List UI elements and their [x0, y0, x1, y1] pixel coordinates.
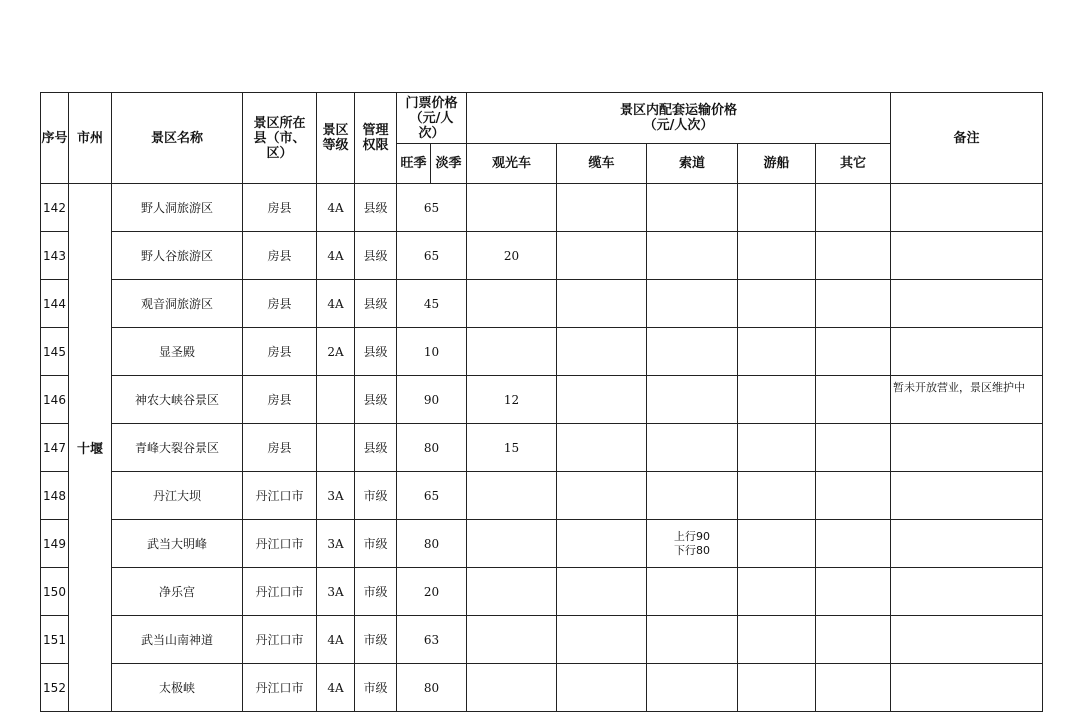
table-row — [41, 280, 1043, 328]
cell-cable-car — [557, 328, 647, 376]
cell-ropeway — [647, 232, 738, 280]
cell-name: 青峰大裂谷景区 — [112, 424, 243, 472]
cell-level: 3A — [317, 568, 355, 616]
cell-county: 房县 — [243, 328, 317, 376]
cell-name: 武当大明峰 — [112, 520, 243, 568]
cell-sightseeing — [467, 280, 557, 328]
cell-name: 太极峡 — [112, 664, 243, 712]
cell-remark: 暂未开放营业，景区维护中 — [891, 376, 1043, 424]
cell-county: 房县 — [243, 184, 317, 232]
cell-boat — [738, 184, 816, 232]
cell-remark — [891, 472, 1043, 520]
cell-remark — [891, 184, 1043, 232]
cell-sightseeing — [467, 328, 557, 376]
cell-ropeway — [647, 568, 738, 616]
cell-level — [317, 376, 355, 424]
cell-name: 净乐宫 — [112, 568, 243, 616]
cell-cable-car — [557, 232, 647, 280]
cell-seq: 149 — [41, 520, 69, 568]
cell-county: 丹江口市 — [243, 664, 317, 712]
cell-authority: 县级 — [355, 376, 397, 424]
cell-ropeway — [647, 280, 738, 328]
cell-sightseeing: 20 — [467, 232, 557, 280]
cell-authority: 市级 — [355, 616, 397, 664]
cell-county: 丹江口市 — [243, 616, 317, 664]
cell-seq: 142 — [41, 184, 69, 232]
table-row — [41, 616, 1043, 664]
header-other: 其它 — [816, 144, 891, 184]
header-county: 景区所在县（市、区） — [243, 93, 317, 184]
header-authority: 管理权限 — [355, 93, 397, 184]
table-row — [41, 184, 1043, 232]
cell-ropeway — [647, 184, 738, 232]
cell-county: 房县 — [243, 280, 317, 328]
cell-remark — [891, 328, 1043, 376]
header-ropeway: 索道 — [647, 144, 738, 184]
cell-remark — [891, 424, 1043, 472]
cell-other — [816, 472, 891, 520]
cell-name: 神农大峡谷景区 — [112, 376, 243, 424]
cell-cable-car — [557, 568, 647, 616]
cell-authority: 县级 — [355, 232, 397, 280]
cell-seq: 150 — [41, 568, 69, 616]
header-city: 市州 — [69, 93, 112, 184]
cell-level: 3A — [317, 472, 355, 520]
header-transport-line1: 景区内配套运输价格 — [620, 103, 738, 118]
cell-seq: 152 — [41, 664, 69, 712]
cell-cable-car — [557, 424, 647, 472]
cell-other — [816, 232, 891, 280]
cell-cable-car — [557, 376, 647, 424]
scenic-price-table — [40, 92, 1043, 712]
cell-ticket: 20 — [397, 568, 467, 616]
cell-sightseeing — [467, 520, 557, 568]
cell-remark — [891, 568, 1043, 616]
cell-other — [816, 184, 891, 232]
cell-ropeway — [647, 424, 738, 472]
cell-ticket: 80 — [397, 664, 467, 712]
header-peak: 旺季 — [397, 144, 431, 184]
cell-ticket: 80 — [397, 424, 467, 472]
cell-level: 4A — [317, 616, 355, 664]
header-boat: 游船 — [738, 144, 816, 184]
cell-authority: 县级 — [355, 184, 397, 232]
header-transport-line2: （元/人次） — [643, 118, 714, 133]
cell-ticket: 65 — [397, 232, 467, 280]
header-seq: 序号 — [41, 93, 69, 184]
cell-seq: 145 — [41, 328, 69, 376]
header-level: 景区等级 — [317, 93, 355, 184]
cell-cable-car — [557, 616, 647, 664]
cell-sightseeing: 15 — [467, 424, 557, 472]
cell-ticket: 65 — [397, 184, 467, 232]
cell-ticket: 63 — [397, 616, 467, 664]
cell-level: 4A — [317, 280, 355, 328]
cell-remark — [891, 232, 1043, 280]
cell-boat — [738, 424, 816, 472]
cell-authority: 市级 — [355, 664, 397, 712]
cell-boat — [738, 568, 816, 616]
cell-remark — [891, 520, 1043, 568]
cell-ropeway — [647, 328, 738, 376]
table-row — [41, 328, 1043, 376]
cell-cable-car — [557, 280, 647, 328]
cell-authority: 市级 — [355, 520, 397, 568]
cell-sightseeing — [467, 664, 557, 712]
cell-boat — [738, 328, 816, 376]
cell-county: 房县 — [243, 232, 317, 280]
cell-level: 4A — [317, 184, 355, 232]
cell-sightseeing — [467, 184, 557, 232]
table-row — [41, 472, 1043, 520]
cell-name: 武当山南神道 — [112, 616, 243, 664]
cell-seq: 146 — [41, 376, 69, 424]
cell-cable-car — [557, 664, 647, 712]
cell-sightseeing — [467, 472, 557, 520]
cell-ticket: 80 — [397, 520, 467, 568]
table-row — [41, 664, 1043, 712]
header-cable-car: 缆车 — [557, 144, 647, 184]
cell-name: 野人洞旅游区 — [112, 184, 243, 232]
cell-remark — [891, 280, 1043, 328]
cell-other — [816, 280, 891, 328]
cell-ticket: 65 — [397, 472, 467, 520]
cell-boat — [738, 664, 816, 712]
table-row — [41, 520, 1043, 568]
cell-sightseeing — [467, 568, 557, 616]
table-row — [41, 376, 1043, 424]
cell-city: 十堰 — [69, 184, 112, 712]
cell-ropeway — [647, 472, 738, 520]
cell-level: 2A — [317, 328, 355, 376]
cell-name: 丹江大坝 — [112, 472, 243, 520]
cell-authority: 市级 — [355, 472, 397, 520]
cell-seq: 143 — [41, 232, 69, 280]
cell-sightseeing: 12 — [467, 376, 557, 424]
cell-other — [816, 664, 891, 712]
cell-boat — [738, 520, 816, 568]
cell-county: 丹江口市 — [243, 568, 317, 616]
cell-other — [816, 616, 891, 664]
cell-ticket: 45 — [397, 280, 467, 328]
cell-authority: 县级 — [355, 424, 397, 472]
cell-seq: 147 — [41, 424, 69, 472]
cell-name: 显圣殿 — [112, 328, 243, 376]
cell-other — [816, 424, 891, 472]
cell-authority: 市级 — [355, 568, 397, 616]
header-ticket-group: 门票价格（元/人次） — [397, 93, 467, 144]
cell-sightseeing — [467, 616, 557, 664]
cell-county: 房县 — [243, 424, 317, 472]
cell-cable-car — [557, 184, 647, 232]
cell-cable-car — [557, 472, 647, 520]
header-remark: 备注 — [891, 93, 1043, 184]
header-off: 淡季 — [431, 144, 467, 184]
cell-authority: 县级 — [355, 280, 397, 328]
cell-seq: 144 — [41, 280, 69, 328]
table-row — [41, 424, 1043, 472]
header-sightseeing: 观光车 — [467, 144, 557, 184]
cell-seq: 151 — [41, 616, 69, 664]
table-row — [41, 568, 1043, 616]
cell-boat — [738, 616, 816, 664]
cell-seq: 148 — [41, 472, 69, 520]
cell-ticket: 90 — [397, 376, 467, 424]
cell-county: 丹江口市 — [243, 520, 317, 568]
cell-ropeway — [647, 616, 738, 664]
cell-cable-car — [557, 520, 647, 568]
cell-boat — [738, 472, 816, 520]
cell-name: 野人谷旅游区 — [112, 232, 243, 280]
cell-level: 4A — [317, 664, 355, 712]
cell-other — [816, 568, 891, 616]
cell-authority: 县级 — [355, 328, 397, 376]
cell-ropeway — [647, 664, 738, 712]
cell-level: 3A — [317, 520, 355, 568]
cell-remark — [891, 616, 1043, 664]
cell-level: 4A — [317, 232, 355, 280]
cell-boat — [738, 232, 816, 280]
cell-county: 丹江口市 — [243, 472, 317, 520]
header-transport-group — [467, 93, 891, 144]
cell-ropeway: 上行90 下行80 — [647, 520, 738, 568]
cell-boat — [738, 376, 816, 424]
cell-other — [816, 328, 891, 376]
cell-level — [317, 424, 355, 472]
cell-county: 房县 — [243, 376, 317, 424]
cell-boat — [738, 280, 816, 328]
cell-ropeway — [647, 376, 738, 424]
cell-ticket: 10 — [397, 328, 467, 376]
cell-name: 观音洞旅游区 — [112, 280, 243, 328]
table-row — [41, 232, 1043, 280]
cell-other — [816, 376, 891, 424]
cell-remark — [891, 664, 1043, 712]
header-name: 景区名称 — [112, 93, 243, 184]
cell-other — [816, 520, 891, 568]
